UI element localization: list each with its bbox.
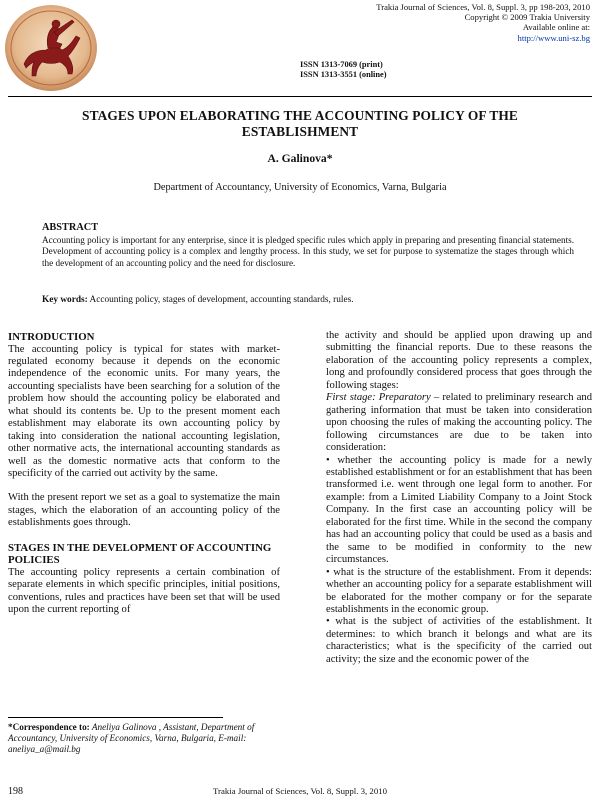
paper-title: [20, 108, 580, 140]
abstract-text: Accounting policy is important for any enterprise, since it is pledged specific rules which apply in preparing and presenting financial statements. Development of accounting policy is a complex and lengthy process. In this study, we set for purpose to systematize the stages through which the development of an accounting policy and the need for disclosure.: [42, 235, 574, 268]
left-column: [8, 331, 280, 617]
issn-online: ISSN 1313-3551 (online): [300, 70, 387, 79]
copyright-line: Copyright © 2009 Trakia University: [464, 12, 590, 22]
correspondence-label: *Correspondence to:: [8, 722, 90, 732]
paper-title-line2: ESTABLISHMENT: [241, 124, 359, 139]
author: A. Galinova*: [267, 152, 333, 165]
running-footer: Trakia Journal of Sciences, Vol. 8, Suppl. 3, 2010: [212, 786, 388, 796]
issn-print: ISSN 1313-7069 (print): [300, 60, 383, 69]
keywords: [42, 295, 582, 305]
bullet-item-structure: • what is the structure of the establishment. From it depends: whether an accounting policy for a separate establishment will be elaborated for the mother company or for the separate establishments in the economic group.: [326, 566, 592, 615]
right-column: [326, 330, 592, 666]
abstract-heading: ABSTRACT: [42, 222, 99, 233]
bullet-item-new-or-transformed: • whether the accounting policy is made for a newly established establishment or for an establishment that has been transformed i.e. went through one legal form to another. For example: from a Limited Liability Company to a Joint Stock Company. In the first case an accounting policy will be elaborated for the first time. While in the second the company has had an accounting policy that could be used as a basis and the same to be modified in conformity to the new circumstances.: [326, 454, 592, 566]
journal-url-container: [518, 33, 590, 43]
bullet-item-subject-of-activities: • what is the subject of activities of the establishment. It determines: to which branch it belongs and what are its characteristics; what is the specificity of the carried out activity; the size and the economic power of the: [326, 616, 592, 665]
stages-paragraph-1: The accounting policy represents a certain combination of separate elements in which specific principles, initial positions, conventions, rules and practices have been set that will be used upon the current reporting of: [8, 566, 280, 616]
keywords-text: Accounting policy, stages of development, accounting standards, rules.: [89, 295, 354, 305]
university-seal-logo: [2, 2, 100, 94]
introduction-paragraph-1: The accounting policy is typical for states with market-regulated economy because it depends on the economic independence of the economic units. For many years, the accounting specialists have been searching for a solution of the problem how should the accounting policy be elaborated and what should its contents be. Up to the present moment each establishment may elaborate its own accounting policy by taking into consideration the national accounting legislation, other normative acts, the international accounting standards as well as the domestic normative acts that conform to the specificity of the carried out activity by the same.: [8, 343, 280, 480]
footnote-rule: [8, 717, 223, 718]
correspondence-footnote: [8, 722, 278, 756]
stages-heading: STAGES IN THE DEVELOPMENT OF ACCOUNTING POLICIES: [8, 541, 272, 567]
journal-url-link[interactable]: http://www.uni-sz.bg: [517, 33, 590, 43]
keywords-label: Key words:: [42, 295, 88, 305]
correspondence-text: Aneliya Galinova , Assistant, Department of Accountancy, University of Economics, Varna, Bulgaria, E-mail: aneliya_a@mail.bg: [8, 722, 255, 755]
introduction-heading: INTRODUCTION: [8, 331, 95, 343]
paper-title-line1: STAGES UPON ELABORATING THE ACCOUNTING POLICY OF THE: [82, 108, 518, 123]
first-stage-paragraph: [326, 392, 592, 454]
available-online-line: Available online at:: [522, 22, 590, 32]
journal-citation: Trakia Journal of Sciences, Vol. 8, Suppl. 3, pp 198-203, 2010: [376, 2, 590, 12]
affiliation: Department of Accountancy, University of Economics, Varna, Bulgaria: [153, 182, 447, 193]
first-stage-text: – related to preliminary research and gathering information that must be taken into consideration upon choosing the rules of making the accounting policy. The following circumstances are due to be taken into consideration:: [326, 392, 592, 454]
page-number: 198: [8, 786, 23, 797]
introduction-paragraph-2: With the present report we set as a goal to systematize the main stages, which the elaboration of an accounting policy of the establishments goes through.: [8, 492, 280, 529]
first-stage-label: First stage: Preparatory: [326, 392, 431, 404]
header-rule: [8, 96, 592, 97]
continued-paragraph: the activity and should be applied upon drawing up and submitting the financial reports. Due to these reasons the elaboration of the accounting policy represents a complex, long and profoundly considered process that goes through the following stages:: [326, 330, 592, 391]
